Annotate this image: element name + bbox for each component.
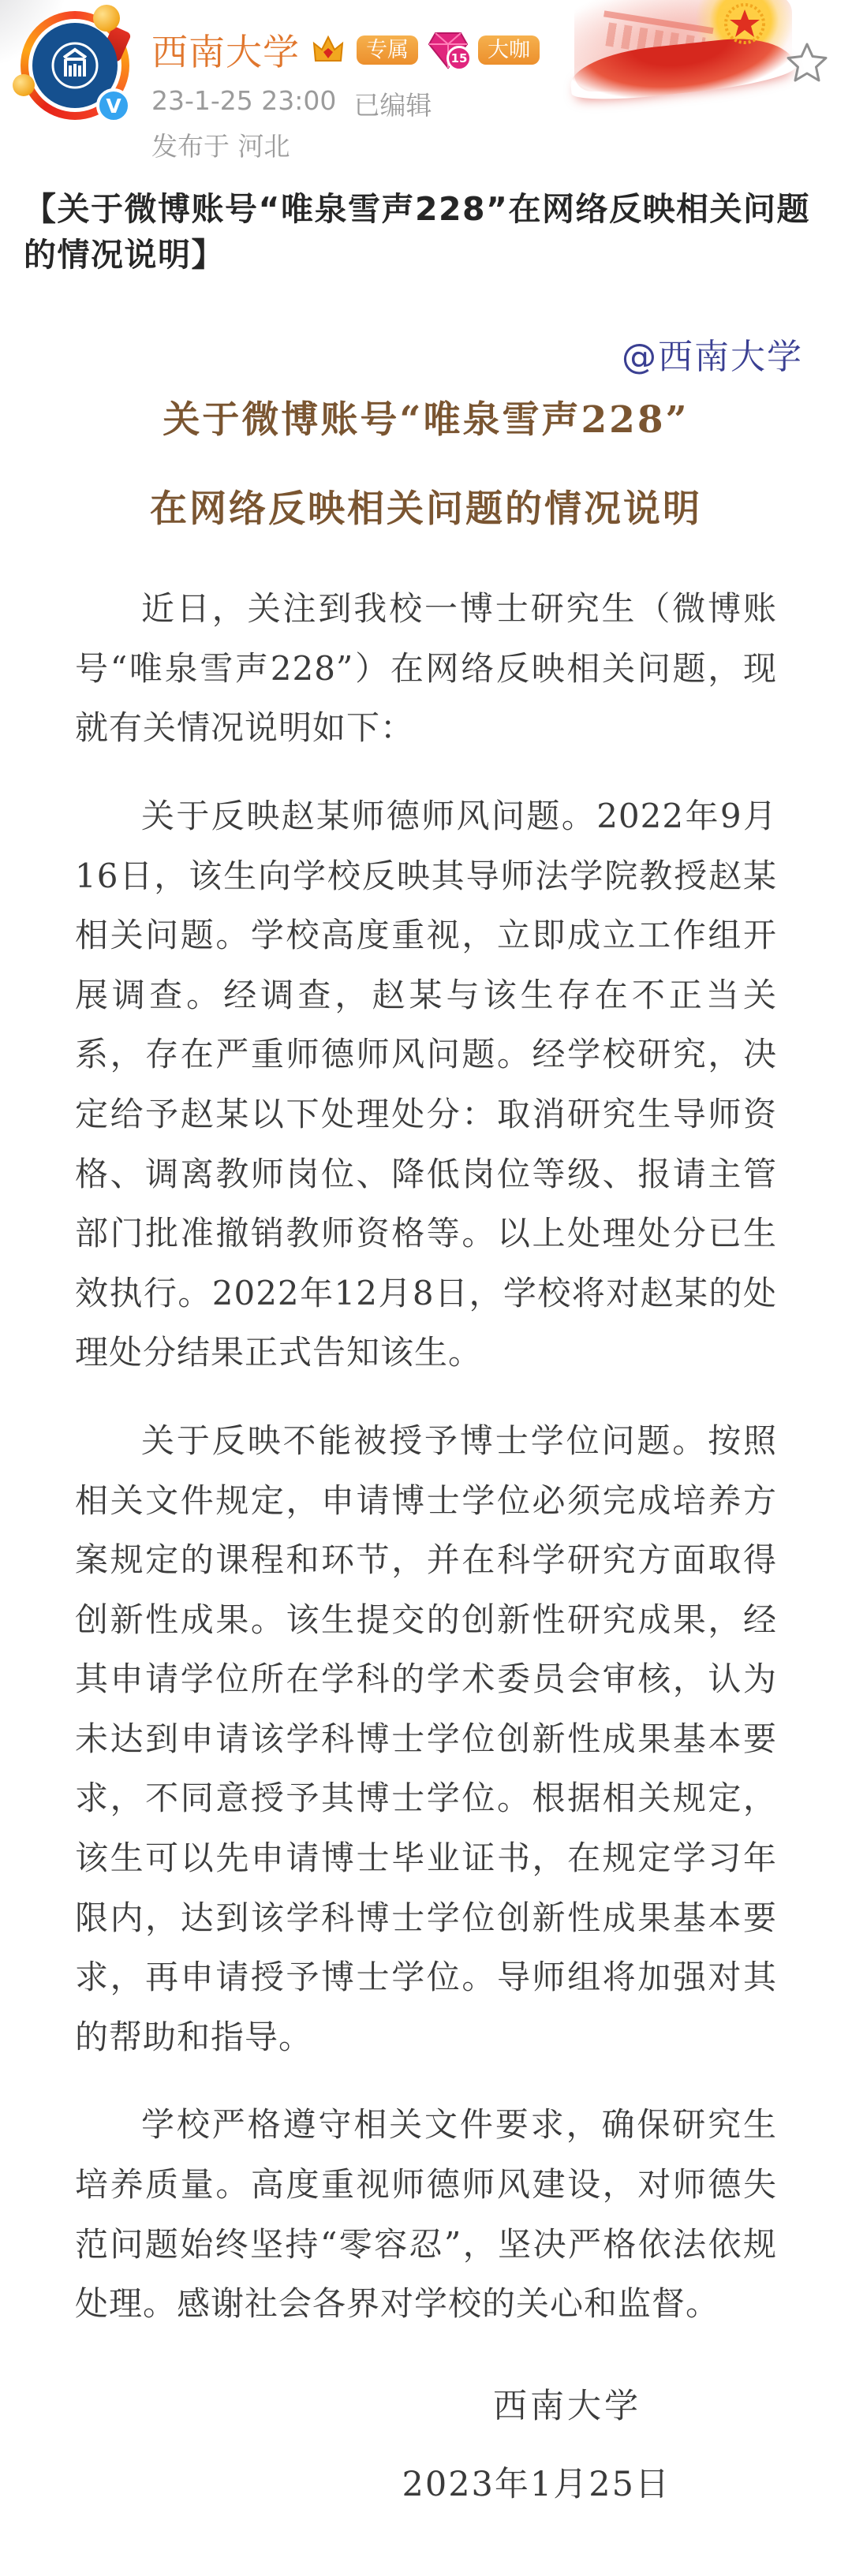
gold-coin-decoration <box>93 5 120 32</box>
statement-paragraph: 关于反映赵某师德师风问题。2022年9月16日，该生向学校反映其导师法学院教授赵某相关问题。学校高度重视，立即成立工作组开展调查。经调查，赵某与该生存在不正当关系，存在严重师德师风问题。经学校研究，决定给予赵某以下处理处分：取消研究生导师资格、调离教师岗位、降低岗位等级、报请主管部门批准撤销教师资格等。以上处理处分已生效执行。2022年12月8日，学校将对赵某的处理处分结果正式告知该生。 <box>75 796 777 1372</box>
statement-title-line2: 在网络反映相关问题的情况说明 <box>150 487 702 532</box>
statement-title-line1: 关于微博账号“唯泉雪声228” <box>163 398 689 442</box>
post-header <box>0 0 852 174</box>
gold-coin-decoration <box>13 74 35 96</box>
location-label: 发布于 河北 <box>151 131 290 162</box>
statement-body <box>75 396 777 2506</box>
statement-paragraph: 关于反映不能被授予博士学位问题。按照相关文件规定，申请博士学位必须完成培养方案规定的课程和环节，并在科学研究方面取得创新性成果。该生提交的创新性研究成果，经其申请学位所在学科的学术委员会审核，认为未达到申请该学科博士学位创新性成果基本要求，不同意授予其博士学位。根据相关规定，该生可以先申请博士毕业证书，在规定学习年限内，达到该学科博士学位创新性成果基本要求，再申请授予博士学位。导师组将加强对其的帮助和指导。 <box>75 1421 777 2056</box>
emblem-star-icon <box>724 3 765 44</box>
avatar[interactable] <box>17 6 133 125</box>
edited-label: 已编辑 <box>353 90 432 121</box>
badge-daka[interactable]: 大咖 <box>478 35 540 65</box>
vip-level-number: 15 <box>447 46 472 71</box>
statement-paragraph: 学校严格遵守相关文件要求，确保研究生培养质量。高度重视师德师风建设，对师德失范问题始终坚持“零容忍”，坚决严格依法依规处理。感谢社会各界对学校的关心和监督。 <box>75 2105 777 2324</box>
post-meta <box>151 85 432 122</box>
verified-badge: V <box>96 88 131 123</box>
statement-image[interactable] <box>0 292 852 2576</box>
pagoda-emblem-icon <box>50 40 100 91</box>
gold-crown-icon <box>309 31 347 69</box>
decorative-red-banner <box>574 0 792 91</box>
timestamp: 23-1-25 23:00 <box>151 85 337 116</box>
statement-date: 2023年1月25日 <box>402 2464 671 2504</box>
post-title-text: 【关于微博账号“唯泉雪声228”在网络反映相关问题的情况说明】 <box>24 190 810 274</box>
user-row <box>151 24 540 76</box>
favorite-star-icon[interactable] <box>784 39 830 85</box>
statement-paragraph: 近日，关注到我校一博士研究生（微博账号“唯泉雪声228”）在网络反映相关问题，现就有关情况说明如下： <box>75 589 777 748</box>
username[interactable]: 西南大学 <box>151 31 300 73</box>
badge-exclusive[interactable]: 专属 <box>357 35 418 65</box>
statement-signature: 西南大学 <box>493 2386 641 2426</box>
watermark-handle: @西南大学 <box>622 337 803 377</box>
vip-gem-icon[interactable] <box>428 30 469 69</box>
